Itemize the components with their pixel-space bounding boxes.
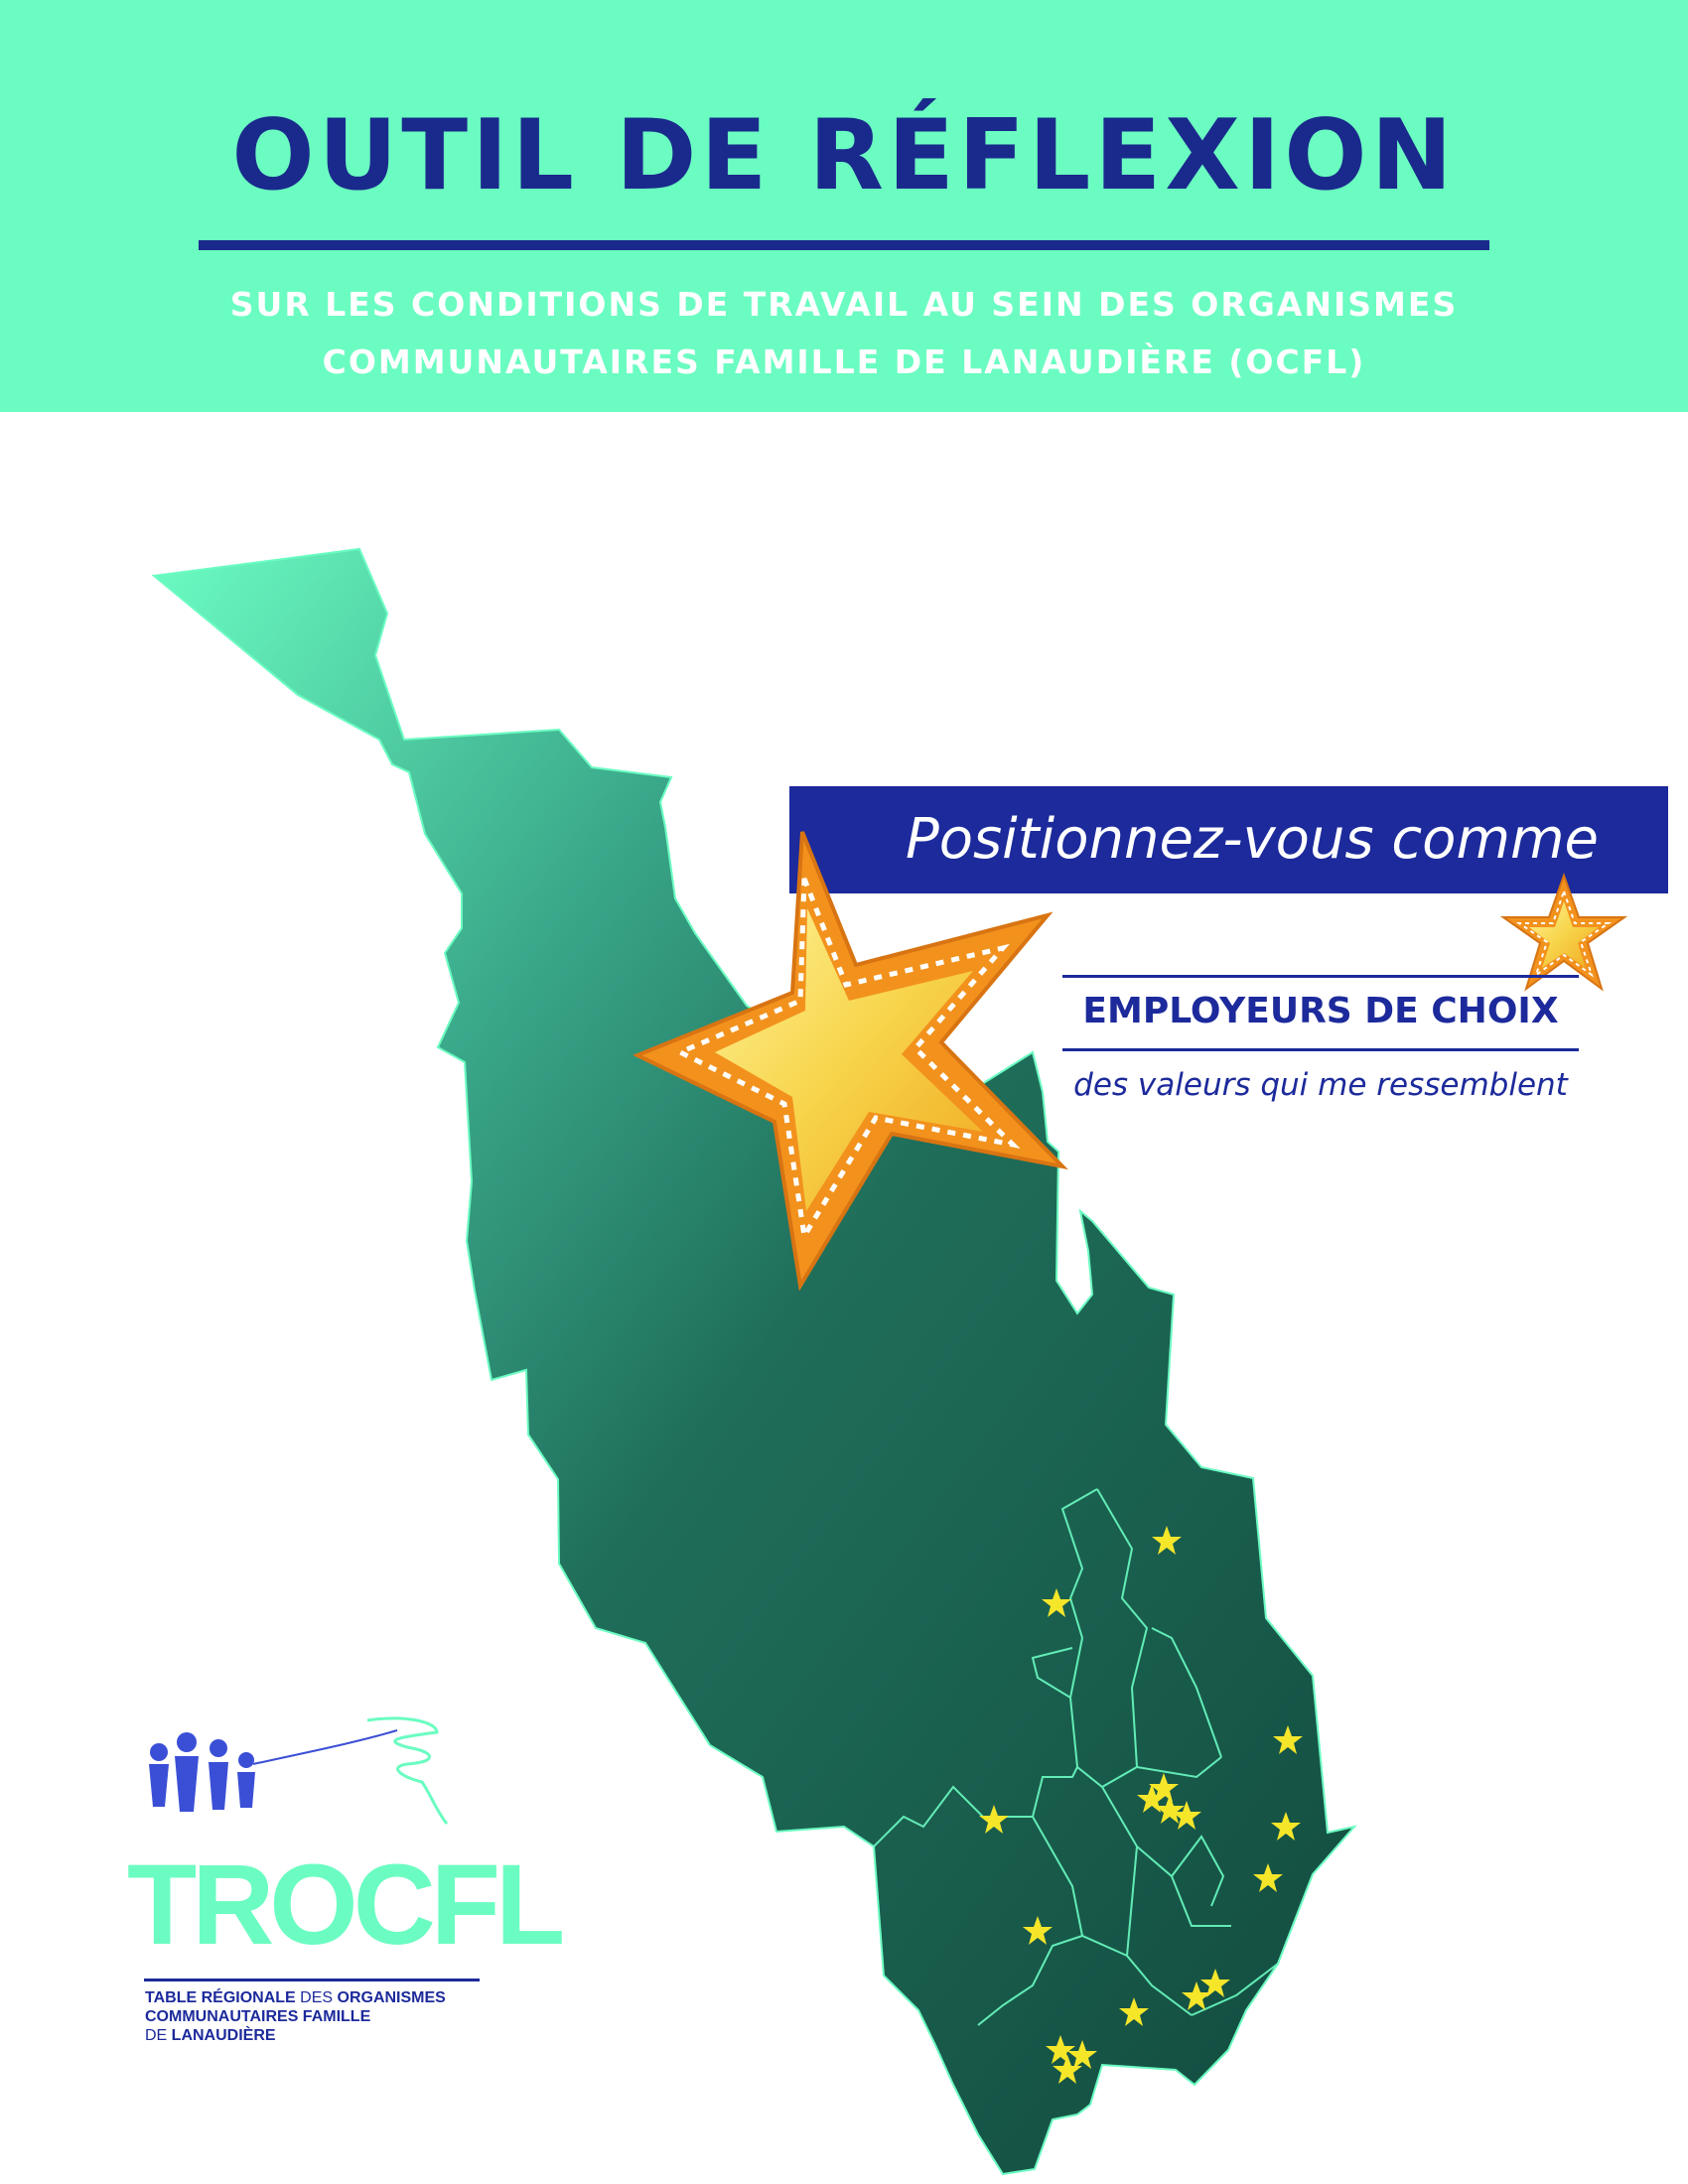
caption-line-2: COMMUNAUTAIRES FAMILLE [145,2008,371,2025]
document-title: OUTIL DE RÉFLEXION [231,99,1457,212]
choice-top-rule [1062,975,1579,978]
banner-text: Positionnez-vous comme [905,807,1599,872]
caption-part: DES [295,1989,338,2006]
caption-part: LANAUDIÈRE [171,2027,276,2044]
families-logo-icon [139,1712,467,1851]
choice-title: EMPLOYEURS DE CHOIX [1082,991,1559,1031]
big-star-icon [626,824,1072,1291]
logo-acronym: TROCFL [127,1842,561,1969]
choice-subtitle: des valeurs qui me ressemblent [1073,1067,1568,1103]
logo-rule [144,1979,480,1981]
caption-part: TABLE RÉGIONALE [145,1989,296,2006]
caption-part: DE [145,2027,172,2044]
caption-part: ORGANISMES [337,1989,446,2006]
subtitle-line-1: SUR LES CONDITIONS DE TRAVAIL AU SEIN DES ORGANISMES [229,285,1459,324]
choice-bottom-rule [1062,1048,1579,1051]
logo-caption [145,1988,502,2045]
subtitle-line-2: COMMUNAUTAIRES FAMILLE DE LANAUDIÈRE (OCFL) [322,342,1366,381]
small-star-icon [1499,872,1628,1001]
